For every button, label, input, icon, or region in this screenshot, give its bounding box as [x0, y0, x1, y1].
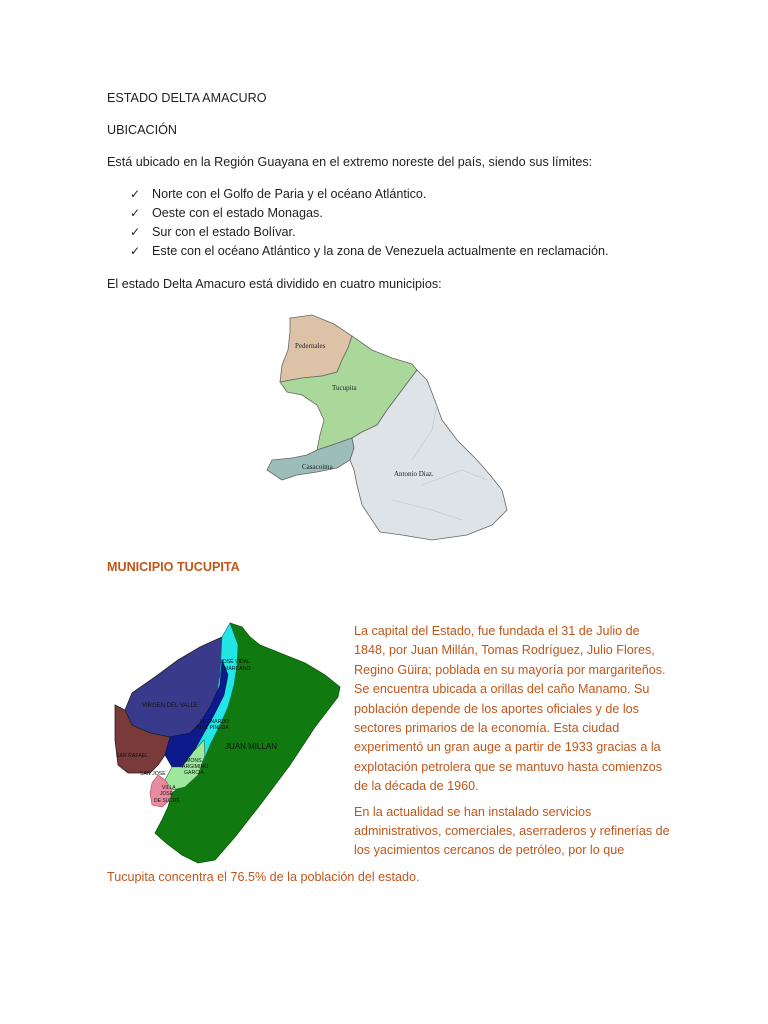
label-san-jose: SAN JOSE: [140, 771, 166, 777]
municipios-paragraph: El estado Delta Amacuro está dividido en cuatro municipios:: [107, 277, 442, 291]
tucupita-parishes-map: [110, 615, 345, 865]
tucupita-paragraph-2-end: Tucupita concentra el 76.5% de la población del estado.: [107, 870, 420, 884]
list-item: [130, 204, 608, 223]
list-item: [130, 242, 608, 261]
limit-text: Sur con el estado Bolívar.: [152, 225, 296, 239]
list-item: [130, 185, 608, 204]
label-jose: JOSE: [160, 791, 174, 797]
tucupita-description: [354, 622, 674, 867]
label-pedernales: Pedernales: [295, 342, 326, 350]
tucupita-paragraph-1: La capital del Estado, fue fundada el 31 de Julio de 1848, por Juan Millán, Tomas Rodríguez, Julio Flores, Regino Güira; poblada en su mayoría por margariteños. Se encuentra ubicada a orillas del caño Manamo. Su población depende de los aportes oficiales y de los sectores primarios de la economía. Esta ciudad experimentó un gran auge a partir de 1933 gracias a la explotación petrolera que se mantuvo hasta comienzos de la década de 1960.: [354, 624, 666, 794]
label-leonardo: LEONARDO: [200, 719, 230, 725]
label-san-rafael: SAN RAFAEL: [116, 753, 149, 759]
label-garcia: GARCIA: [184, 770, 204, 776]
label-jose-vidal: JOSÉ VIDAL: [220, 659, 250, 665]
tucupita-paragraph-2: En la actualidad se han instalado servicios administrativos, comerciales, aserraderos y refinerías de los yacimientos cercanos de petróleo, por lo que: [354, 804, 670, 858]
section-heading-ubicacion: UBICACIÓN: [107, 123, 177, 137]
limit-text: Este con el océano Atlántico y la zona de Venezuela actualmente en reclamación.: [152, 244, 609, 258]
label-casacoima: Casacoima: [302, 463, 333, 471]
checkmark-icon: ✓: [130, 244, 141, 258]
document-title: ESTADO DELTA AMACURO: [107, 91, 267, 105]
label-virgen-del-valle: VIRGEN DEL VALLE: [142, 703, 199, 709]
section-heading-tucupita: MUNICIPIO TUCUPITA: [107, 560, 240, 574]
checkmark-icon: ✓: [130, 187, 141, 201]
label-antonio-diaz: Antonio Diaz.: [394, 470, 434, 478]
label-argimiro: ARGIMIRO: [182, 764, 209, 770]
label-de-sucre: DE SUCRE: [154, 798, 180, 804]
region-casacoima: [267, 438, 354, 480]
list-item: [130, 223, 608, 242]
municipalities-map: [262, 310, 522, 555]
label-ruiz-pineda: RUIZ PINEDA: [196, 725, 229, 731]
label-tucupita: Tucupita: [332, 384, 357, 392]
limit-text: Norte con el Golfo de Paria y el océano Atlántico.: [152, 187, 427, 201]
label-mons: MONS.: [186, 758, 204, 764]
limit-text: Oeste con el estado Monagas.: [152, 206, 323, 220]
label-villa: VILLA: [162, 785, 176, 791]
intro-paragraph: Está ubicado en la Región Guayana en el extremo noreste del país, siendo sus límites:: [107, 155, 593, 169]
checkmark-icon: ✓: [130, 225, 141, 239]
limits-list: [130, 185, 608, 261]
label-juan-millan: JUAN MILLAN: [225, 742, 278, 751]
checkmark-icon: ✓: [130, 206, 141, 220]
label-marcano: MARCANO: [224, 666, 251, 672]
